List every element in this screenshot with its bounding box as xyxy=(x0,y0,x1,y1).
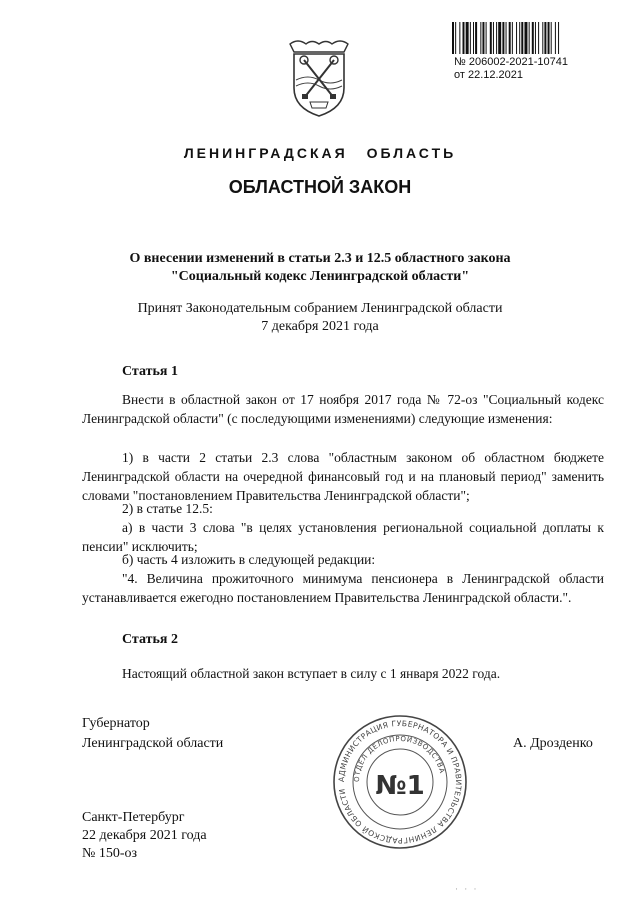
registration-number: № 206002-2021-10741 xyxy=(454,56,568,68)
article-1-item-2b: б) часть 4 изложить в следующей редакции: xyxy=(122,552,376,567)
article-1-heading: Статья 1 xyxy=(122,364,178,379)
law-subject-line-1: О внесении изменений в статьи 2.3 и 12.5 областного закона xyxy=(129,251,511,266)
signatory-name: А. Дрозденко xyxy=(513,736,593,751)
adoption-line-2: 7 декабря 2021 года xyxy=(261,319,379,334)
article-1-item-2a: а) в части 3 слова "в целях установления региональной социальной доплаты к пенсии" исключить; xyxy=(82,520,604,554)
signatory-position-line-1: Губернатор xyxy=(82,716,150,731)
article-1-intro: Внести в областной закон от 17 ноября 2017 года № 72-оз "Социальный кодекс Ленинградской области" (с последующими изменениями) следующие изменения: xyxy=(82,392,604,426)
region-title: ЛЕНИНГРАДСКАЯ ОБЛАСТЬ xyxy=(183,145,457,161)
stamp-inner-text: ОТДЕЛ ДЕЛОПРОИЗВОДСТВА xyxy=(352,734,447,783)
article-1-item-1: 1) в части 2 статьи 2.3 слова "областным законом об областном бюджете Ленинградской области на очередной финансовый год и на плановый период" заменить словами "постановлением Правительства Ленинградской области"; xyxy=(82,450,604,503)
barcode-icon xyxy=(452,22,610,54)
registration-date: от 22.12.2021 xyxy=(454,69,524,81)
signing-place: Санкт-Петербург xyxy=(82,810,185,825)
article-2-text: Настоящий областной закон вступает в силу с 1 января 2022 года. xyxy=(122,666,501,681)
adoption-line-1: Принят Законодательным собранием Ленинградской области xyxy=(137,301,503,316)
signing-date: 22 декабря 2021 года xyxy=(82,828,207,843)
signatory-position-line-2: Ленинградской области xyxy=(82,736,224,751)
stamp-outer-text: АДМИНИСТРАЦИЯ ГУБЕРНАТОРА И ПРАВИТЕЛЬСТВА ЛЕНИНГРАДСКОЙ ОБЛАСТИ xyxy=(336,718,464,846)
footer-dots: · · · xyxy=(455,884,479,894)
article-2-heading: Статья 2 xyxy=(122,632,178,647)
stamp-number: №1 xyxy=(375,771,425,801)
law-number: № 150-оз xyxy=(82,846,138,861)
article-1-quote: "4. Величина прожиточного минимума пенсионера в Ленинградской области устанавливается ежегодно постановлением Правительства Ленинградской области.". xyxy=(82,571,604,605)
article-1-item-2: 2) в статье 12.5: xyxy=(122,501,213,516)
law-type-title: ОБЛАСТНОЙ ЗАКОН xyxy=(228,177,412,197)
coat-of-arms-icon xyxy=(286,36,352,120)
law-subject-line-2: "Социальный кодекс Ленинградской области" xyxy=(170,269,470,284)
official-stamp xyxy=(330,712,470,852)
